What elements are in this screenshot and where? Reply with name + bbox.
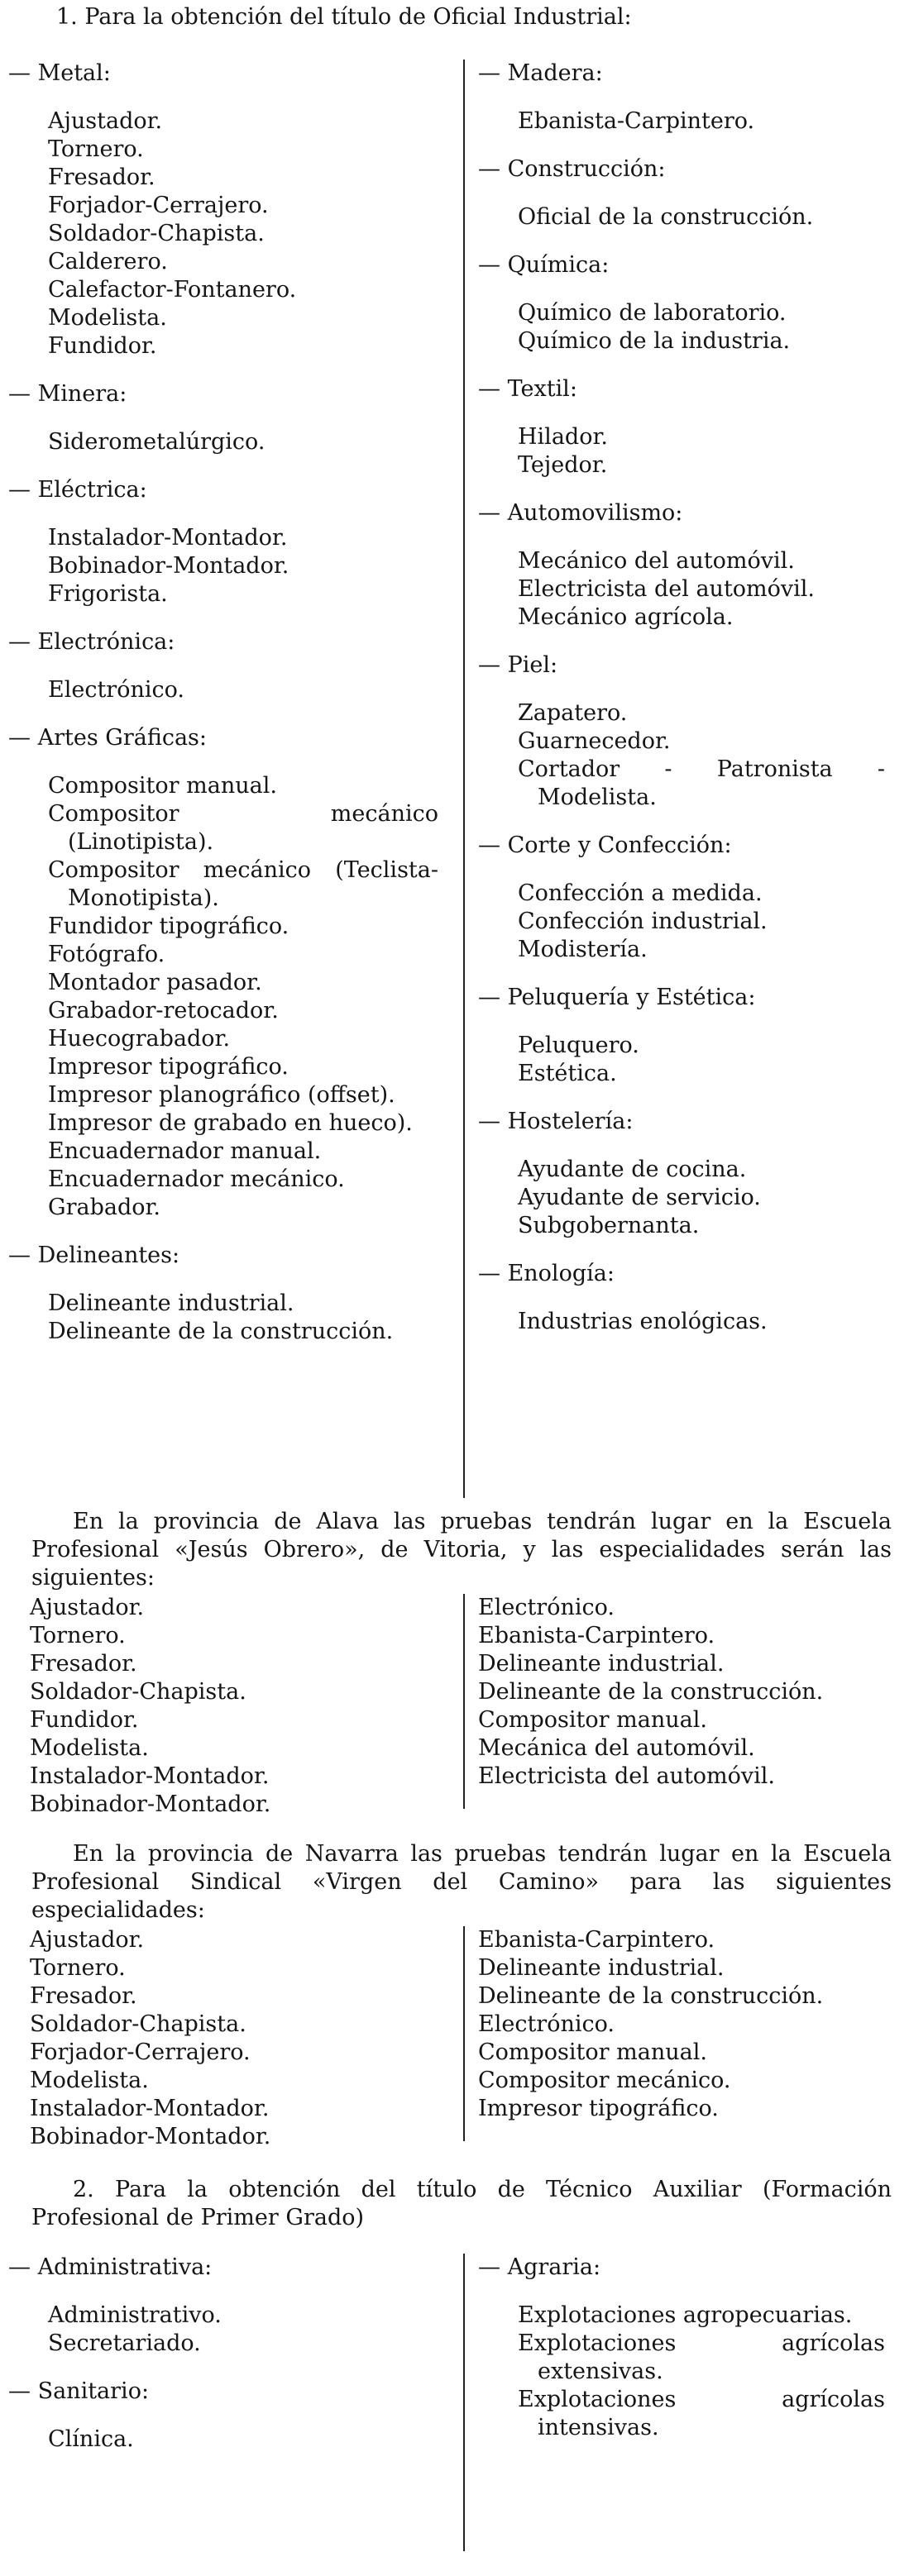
specialty-item: Encuadernador mecánico. <box>48 1166 345 1192</box>
specialty-group <box>478 1108 885 1240</box>
specialty-item: Delineante de la construcción. <box>48 1319 394 1344</box>
specialty-list <box>48 107 438 360</box>
specialty-group <box>478 375 885 479</box>
specialty-item: Electricista del automóvil. <box>478 1763 776 1789</box>
specialty-item: Calefactor-Fontanero. <box>48 277 297 303</box>
specialty-item: Instalador-Montador. <box>48 525 288 551</box>
specialty-item: Tejedor. <box>518 452 608 478</box>
specialty-list <box>518 299 885 355</box>
specialty-list <box>518 547 885 632</box>
specialty-item: Explotaciones agrícolas intensivas. <box>518 2387 885 2440</box>
specialty-item: Fundidor tipográfico. <box>48 914 289 939</box>
specialty-group <box>8 476 438 608</box>
specialty-item: Confección industrial. <box>518 909 768 934</box>
specialty-item: Oficial de la construcción. <box>518 204 814 230</box>
column-divider <box>463 2254 465 2551</box>
group-heading: — Metal: <box>8 60 111 86</box>
group-heading: — Corte y Confección: <box>478 832 732 858</box>
specialty-item: Electrónico. <box>478 1595 615 1620</box>
specialty-group <box>478 499 885 632</box>
specialty-group <box>8 1242 438 1346</box>
specialty-item: Delineante industrial. <box>478 1651 725 1677</box>
specialty-item: Subgobernanta. <box>518 1213 700 1238</box>
specialty-list <box>518 203 885 231</box>
section-2-right-column <box>478 2254 885 2462</box>
group-heading: — Sanitario: <box>8 2378 150 2404</box>
specialty-item: Impresor tipográfico. <box>48 1054 289 1080</box>
specialty-item: Compositor manual. <box>478 1707 707 1733</box>
specialty-group <box>8 628 438 704</box>
specialty-item: Encuadernador manual. <box>48 1138 322 1164</box>
specialty-item: Electricista del automóvil. <box>518 576 816 602</box>
specialty-item: Grabador. <box>48 1195 161 1220</box>
specialty-group <box>478 1260 885 1336</box>
section-1-left-column <box>8 60 438 1366</box>
specialty-item: Bobinador-Montador. <box>30 1791 271 1817</box>
specialty-item: Tornero. <box>48 136 144 162</box>
specialty-item: Industrias enológicas. <box>518 1309 768 1334</box>
specialty-item: Ajustador. <box>30 1595 145 1620</box>
navarra-paragraph: En la provincia de Navarra las pruebas tendrán lugar en la Escuela Profesional Sindical «Virgen del Camino» para las siguientes especialidades: <box>31 1841 892 1923</box>
group-heading: — Enología: <box>478 1261 615 1286</box>
specialty-list <box>48 428 438 456</box>
specialty-item: Delineante de la construcción. <box>478 1679 824 1705</box>
specialty-item: Ebanista-Carpintero. <box>478 1927 715 1953</box>
specialty-item: Delineante industrial. <box>478 1955 725 1981</box>
group-heading: — Minera: <box>8 381 127 407</box>
specialty-group <box>478 832 885 964</box>
specialty-item: Instalador-Montador. <box>30 2096 270 2121</box>
specialty-item: Hilador. <box>518 424 608 450</box>
specialty-item: Ajustador. <box>48 108 163 134</box>
specialty-item: Mecánico del automóvil. <box>518 548 795 574</box>
specialty-item: Forjador-Cerrajero. <box>48 193 269 218</box>
group-heading: — Artes Gráficas: <box>8 725 208 751</box>
specialty-list <box>518 1032 885 1088</box>
specialty-item: Compositor mecánico (Linotipista). <box>48 801 438 855</box>
specialty-item: Soldador-Chapista. <box>30 1679 246 1705</box>
specialty-item: Tornero. <box>30 1623 126 1648</box>
specialty-list <box>48 2426 438 2454</box>
specialty-item: Forjador-Cerrajero. <box>30 2039 251 2065</box>
specialty-item: Soldador-Chapista. <box>30 2011 246 2037</box>
specialty-item: Peluquero. <box>518 1033 639 1058</box>
specialty-item: Clínica. <box>48 2426 134 2452</box>
column-divider <box>463 1926 465 2141</box>
group-heading: — Piel: <box>478 652 558 678</box>
specialty-item: Químico de la industria. <box>518 328 791 354</box>
specialty-list <box>518 1156 885 1240</box>
specialty-item: Soldador-Chapista. <box>48 221 265 246</box>
specialty-group <box>8 724 438 1222</box>
specialty-item: Fresador. <box>30 1983 137 2009</box>
specialty-group <box>478 251 885 355</box>
specialty-item: Químico de laboratorio. <box>518 300 787 326</box>
specialty-item: Calderero. <box>48 249 168 274</box>
column-divider <box>463 1594 465 1809</box>
specialty-list <box>48 676 438 704</box>
specialty-group <box>478 651 885 812</box>
specialty-item: Compositor mecánico. <box>478 2068 731 2093</box>
specialty-list <box>48 2302 438 2358</box>
group-heading: — Eléctrica: <box>8 477 147 503</box>
specialty-list <box>518 1308 885 1336</box>
specialty-item: Fundidor. <box>30 1707 139 1733</box>
specialty-item: Fresador. <box>30 1651 137 1677</box>
specialty-item: Modistería. <box>518 937 648 962</box>
specialty-item: Cortador - Patronista - Modelista. <box>518 756 885 810</box>
specialty-item: Tornero. <box>30 1955 126 1981</box>
group-heading: — Electrónica: <box>8 629 175 655</box>
group-heading: — Madera: <box>478 60 603 86</box>
specialty-list <box>518 2302 885 2442</box>
specialty-item: Fundidor. <box>48 333 157 359</box>
specialty-item: Ayudante de cocina. <box>518 1157 747 1182</box>
specialty-group <box>8 2254 438 2358</box>
group-heading: — Hostelería: <box>478 1109 634 1134</box>
specialty-item: Administrativo. <box>48 2302 222 2328</box>
specialty-item: Grabador-retocador. <box>48 998 279 1023</box>
specialty-item: Ebanista-Carpintero. <box>518 108 755 134</box>
specialty-group <box>478 2254 885 2442</box>
specialty-item: Siderometalúrgico. <box>48 429 266 455</box>
specialty-item: Huecograbador. <box>48 1026 231 1052</box>
specialty-item: Bobinador-Montador. <box>30 2124 271 2149</box>
section-1-right-column <box>478 60 885 1356</box>
specialty-item: Explotaciones agrícolas extensivas. <box>518 2330 885 2384</box>
section-2-heading: 2. Para la obtención del título de Técnico Auxiliar (Formación Profesional de Primer Grado) <box>31 2177 892 2230</box>
group-heading: — Química: <box>478 252 610 278</box>
specialty-group <box>478 60 885 136</box>
specialty-item: Delineante de la construcción. <box>478 1983 824 2009</box>
section-2-left-column <box>8 2254 438 2473</box>
alava-left-list <box>30 1594 443 1819</box>
specialty-group <box>478 155 885 231</box>
specialty-item: Compositor mecánico (Teclista-Monotipista). <box>48 857 438 911</box>
specialty-item: Estética. <box>518 1061 617 1086</box>
specialty-item: Impresor tipográfico. <box>478 2096 719 2121</box>
specialty-list <box>518 423 885 479</box>
specialty-item: Guarnecedor. <box>518 728 671 754</box>
specialty-item: Electrónico. <box>48 677 184 703</box>
specialty-group <box>8 380 438 456</box>
group-heading: — Delineantes: <box>8 1243 180 1268</box>
specialty-group <box>8 2378 438 2454</box>
specialty-list <box>48 1290 438 1346</box>
specialty-item: Electrónico. <box>478 2011 615 2037</box>
specialty-list <box>48 524 438 608</box>
specialty-item: Instalador-Montador. <box>30 1763 270 1789</box>
specialty-item: Mecánica del automóvil. <box>478 1735 755 1761</box>
navarra-right-list <box>478 1926 892 2123</box>
specialty-item: Frigorista. <box>48 581 168 607</box>
specialty-item: Modelista. <box>30 1735 149 1761</box>
group-heading: — Administrativa: <box>8 2254 213 2280</box>
navarra-left-list <box>30 1926 443 2151</box>
specialty-group <box>478 984 885 1088</box>
specialty-item: Compositor manual. <box>478 2039 707 2065</box>
section-1-heading: 1. Para la obtención del título de Oficial Industrial: <box>56 4 632 30</box>
specialty-item: Compositor manual. <box>48 773 277 799</box>
specialty-item: Ebanista-Carpintero. <box>478 1623 715 1648</box>
specialty-item: Impresor de grabado en hueco). <box>48 1110 413 1136</box>
specialty-item: Zapatero. <box>518 700 628 726</box>
specialty-item: Montador pasador. <box>48 970 262 995</box>
group-heading: — Peluquería y Estética: <box>478 985 756 1010</box>
specialty-group <box>8 60 438 360</box>
specialty-list <box>48 772 438 1222</box>
specialty-item: Bobinador-Montador. <box>48 553 289 579</box>
specialty-item: Impresor planográfico (offset). <box>48 1082 395 1108</box>
group-heading: — Textil: <box>478 376 577 402</box>
specialty-item: Fotógrafo. <box>48 942 165 967</box>
specialty-item: Delineante industrial. <box>48 1290 294 1316</box>
specialty-item: Explotaciones agropecuarias. <box>518 2302 853 2328</box>
column-divider <box>463 60 465 1498</box>
specialty-item: Ayudante de servicio. <box>518 1185 761 1210</box>
specialty-list <box>518 107 885 136</box>
group-heading: — Construcción: <box>478 156 666 182</box>
specialty-item: Secretariado. <box>48 2330 201 2356</box>
specialty-item: Modelista. <box>30 2068 149 2093</box>
specialty-item: Confección a medida. <box>518 880 763 906</box>
specialty-item: Modelista. <box>48 305 167 331</box>
alava-paragraph: En la provincia de Alava las pruebas tendrán lugar en la Escuela Profesional «Jesús Obrero», de Vitoria, y las especialidades serán las siguientes: <box>31 1509 892 1591</box>
alava-right-list <box>478 1594 892 1791</box>
specialty-item: Mecánico agrícola. <box>518 604 734 630</box>
group-heading: — Automovilismo: <box>478 500 683 526</box>
specialty-item: Ajustador. <box>30 1927 145 1953</box>
specialty-list <box>518 880 885 964</box>
specialty-list <box>518 699 885 812</box>
specialty-item: Fresador. <box>48 165 155 190</box>
group-heading: — Agraria: <box>478 2254 601 2280</box>
